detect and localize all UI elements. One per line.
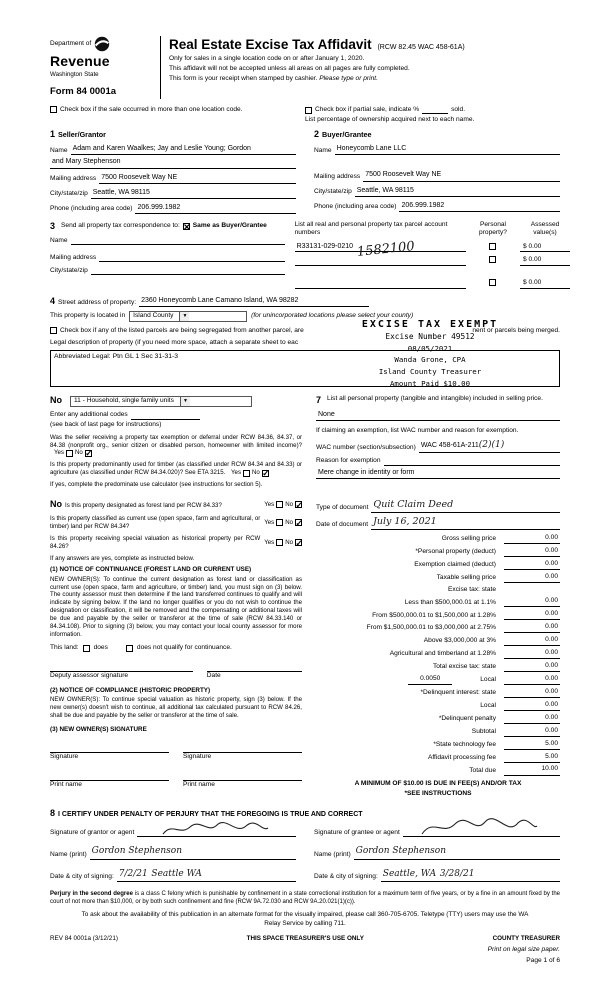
tax-line-local [316,675,560,685]
tax-line-total-state-value[interactable]: 0.00 [504,662,560,672]
new-owner-print-name-label-1: Print name [50,780,82,788]
partial-sale-percent-input[interactable] [422,106,448,114]
s6-q3-no-label: No [285,538,293,546]
grantor-date-city-field[interactable] [117,869,296,882]
q2-yes-checkbox[interactable] [243,470,250,477]
type-of-document-value: Quit Claim Deed [373,499,454,511]
grantor-city-value: Seattle WA [151,868,202,879]
buyer-city-value: Seattle, WA 98115 [356,186,414,194]
seller-name-value: Adam and Karen Waalkes; Jay and Leslie Young; Gordon [72,145,251,153]
tax-line-delinquent-interest-local-value[interactable]: 0.00 [504,701,560,711]
tax-line-total-due-value[interactable]: 10.00 [504,765,560,775]
parcel-number-1: R33131-029-0210 [296,242,354,250]
buyer-city-label: City/state/zip [314,188,352,196]
wac-number-label: WAC number (section/subsection) [316,444,416,452]
tax-line-delinquent-penalty-label: *Delinquent penalty [438,715,496,723]
tax-line-tier1 [316,597,560,607]
correspondence-name-field[interactable] [71,236,285,245]
treasurer-use-only-label: THIS SPACE TREASURER'S USE ONLY [246,934,364,942]
q1-yes-label: Yes [54,449,64,457]
parcel-row-2 [295,256,570,266]
tax-line-subtotal [316,727,560,737]
multi-location-checkbox[interactable] [50,106,57,113]
type-of-document-field[interactable] [371,499,560,513]
tax-line-excise-state-header [316,586,560,595]
q2-no-label: No [252,469,260,477]
tax-line-local-value[interactable]: 0.00 [504,675,560,685]
buyer-name-label: Name [314,146,332,154]
buyer-name-field[interactable] [335,144,560,155]
section-2-number: 2 [314,128,320,139]
same-as-buyer-checkbox[interactable] [183,223,190,230]
header [50,36,560,99]
notice-continuance-body: NEW OWNER(S): To continue the current designation as forest land or classification as current use (open space, farm and agriculture, or timber) land, you must sign on (3) below. The county assessor must then determine if the land transferred continues to qualify and will indicate by signing below. If the land no longer qualifies or you do not wish to continue the designation or classification, it will be removed and the compensating or additional taxes will be due and payable by the seller or transferor at the time of sale (RCW 84.33.140 or 84.34.108). Prior to signing (3) below, you may contact your local county assessor for more information. [50,575,302,639]
assessed-value-field-2[interactable] [520,256,570,266]
reason-exemption-value: Mere change in identity or form [318,468,415,476]
perjury-rest: is a class C felony which is punishable by confinement in a state correctional institution for a maximum term of five years, or by a fine in an amount fixed by the court of not more than $10,000, or by both such confinement and fine (RCW 9A.72.030 and RCW 9A.20.021(1)(c)). [50,890,560,905]
legal-description-label: Legal description of property (if you need more space, attach a separate sheet to eac [50,338,299,346]
seller-name-label: Name [50,146,68,154]
buyer-phone-value: 206.999.1982 [401,201,445,209]
q1-yes-checkbox[interactable] [66,450,73,457]
tax-line-tier3 [316,623,560,633]
section-7 [316,395,560,489]
parcel-row-1 [295,242,570,253]
tax-line-tech-fee-label: *State technology fee [433,741,496,749]
new-owner-print-name-field-2[interactable] [183,771,302,781]
land-use-select[interactable] [70,396,252,407]
tax-line-gross [316,534,560,544]
abbreviated-legal-text: Abbreviated Legal: Ptn GL 1 Sec 31-31-3 [54,353,179,361]
tax-line-tier1-label: Less than $500,000.01 at 1.1% [404,598,496,606]
treasurer-stamp [332,318,528,389]
buyer-phone-field[interactable] [399,201,560,212]
section-5-number: No [50,395,62,406]
section-7-number: 7 [316,395,322,406]
buyer-mailing-value: 7500 Roosevelt Way NE [365,171,442,179]
tax-line-agricultural-value[interactable]: 0.00 [504,649,560,659]
s6-q2-yes-checkbox[interactable] [276,519,283,526]
tax-line-tech-fee [316,740,560,750]
section-3 [50,221,560,289]
personal-property-header: Personal property? [479,220,507,237]
seller-name-field[interactable] [71,144,296,155]
s6-q3-no-checkbox[interactable] [295,539,302,546]
q2-yes-label: Yes [231,469,241,477]
tax-line-delinquent-interest-state-value[interactable]: 0.00 [504,688,560,698]
section-8-number: 8 [50,807,56,818]
revenue-logo-icon [94,36,110,52]
grantor-name-print-field[interactable] [90,846,296,859]
local-rate-field[interactable]: 0.0050 [408,675,452,685]
grantee-date-city-label: Date & city of signing: [314,873,378,881]
section-4-number: 4 [50,295,56,306]
tax-computation-panel [316,499,560,799]
seller-name-field-2[interactable] [50,157,296,168]
title-block [160,36,560,99]
new-owner-signature-field-2[interactable] [183,743,302,753]
section-1-number: 1 [50,128,56,139]
tax-line-tier1-value[interactable]: 0.00 [504,597,560,607]
s6-q2-answer-group [264,515,302,531]
seller-mailing-value: 7500 Roosevelt Way NE [101,173,178,181]
grantor-date-value: 7/2/21 [118,868,148,879]
partial-sale-label: Check box if partial sale, indicate % [315,105,420,113]
tax-line-delinquent-penalty-value[interactable]: 0.00 [504,714,560,724]
s6-q2-yes-label: Yes [264,518,275,526]
new-owner-signature-label-1: Signature [50,753,79,761]
historic-property-question: Is this property receiving special valuation as historical property per RCW 84.26? [50,534,261,550]
seller-mailing-label: Mailing address [50,175,97,183]
grantor-signature-label: Signature of grantor or agent [50,828,135,836]
wac-number-value: WAC 458-61A-211 [420,441,479,449]
header-note-2: This affidavit will not be accepted unless all areas on all pages are fully completed. [169,65,410,73]
tax-line-tier2-value[interactable]: 0.00 [504,610,560,620]
certify-statement: I CERTIFY UNDER PENALTY OF PERJURY THAT THE FOREGOING IS TRUE AND CORRECT [58,810,363,818]
county-select[interactable] [129,311,247,322]
tax-line-tier3-label: From $1,500,000.01 to $3,000,000 at 2.75% [366,624,496,632]
tax-line-total-state [316,662,560,672]
grantee-date-city-field[interactable] [381,869,560,882]
reason-exemption-field-2[interactable] [316,468,560,479]
assessed-value-field-1[interactable] [520,243,570,253]
timber-question: Is this property predominantly used for timber (as classified under RCW 84.34 and 84.33) or agriculture (as classified under RCW 84.34.020)? See ETA 3215. [50,461,302,477]
tax-line-agricultural [316,649,560,659]
tax-line-tier4 [316,636,560,646]
segregated-label-b: nent or parcels being merged. [472,327,560,335]
grantor-name-print-value: Gordon Stephenson [91,846,183,857]
land-does-not-label: does not qualify for continuance. [136,643,232,651]
seller-phone-label: Phone (including area code) [50,205,133,213]
stamp-exempt-line: EXCISE TAX EXEMPT [361,318,499,330]
segregated-label-a: Check box if any of the listed parcels are being segregated from another parcel, are [60,327,304,335]
segregated-checkbox[interactable] [50,327,57,334]
s6-q3-yes-checkbox[interactable] [276,539,283,546]
multi-location-label: Check box if the sale occurred in more than one location code. [60,105,243,113]
tax-line-personal-deduct-value[interactable]: 0.00 [504,547,560,557]
seller-city-field[interactable] [91,188,296,199]
tax-line-personal-deduct [316,547,560,557]
notice-compliance-title: (2) NOTICE OF COMPLIANCE (HISTORIC PROPERTY) [50,687,211,695]
deputy-assessor-signature-label: Deputy assessor signature [50,671,129,679]
tax-line-delinquent-penalty [316,714,560,724]
tax-line-tier2-label: From $500,000.01 to $1,500,000 at 1.28% [372,611,496,619]
footer-row [50,935,560,943]
tax-line-exemption-deduct-value[interactable]: 0.00 [504,560,560,570]
parcel-number-field-3[interactable] [295,280,466,289]
additional-codes-label: Enter any additional codes [50,411,128,419]
section-5 [50,395,302,489]
stamp-treasurer-name: Wanda Grone, CPA [394,355,466,365]
personal-property-checkbox-2[interactable] [489,256,496,263]
date-of-document-value: July 16, 2021 [373,515,437,527]
s6-q3-answer-group [264,535,302,551]
land-use-select-value: 11 - Household, single family units [74,396,174,404]
handwritten-parcel-number: 1582100 [355,238,416,260]
section-2-buyer [314,129,560,214]
partial-sale-checkbox[interactable] [305,107,312,114]
form-number: Form 84 0001a [50,86,117,98]
section-8 [50,808,560,882]
seller-mailing-field[interactable] [99,173,296,184]
new-owner-signature-label-2: Signature [183,753,212,761]
tax-line-excise-state-label: Excise tax: state [447,585,496,593]
legal-size-note: Print on legal size paper. [487,945,560,953]
codes-note: (see back of last page for instructions) [50,421,162,429]
tax-line-total-due [316,765,560,775]
header-note-3: This form is your receipt when stamped by cashier. [169,75,318,83]
tax-line-personal-deduct-label: *Personal property (deduct) [415,548,496,556]
same-as-buyer-label: Same as Buyer/Grantee [192,222,267,230]
notice-compliance-body: NEW OWNER(S): To continue special valuation as historic property, sign (3) below. If the new owner(s) doesn't wish to continue, all additional tax calculated pursuant to RCW 84.26, shall be due and payable by the seller or transferor at the time of sale. [50,696,302,720]
street-address-label: Street address of property: [58,298,137,306]
grantee-signature-image [419,816,539,838]
located-in-label: This property is located in [50,312,126,320]
tax-line-gross-label: Gross selling price [441,535,496,543]
county-select-value: Island County [133,312,174,320]
section-3-label: Send all property tax correspondence to: [61,222,180,230]
page-title: Real Estate Excise Tax Affidavit [169,37,372,52]
washington-state-label: Washington State [50,71,99,79]
s6-q2-no-label: No [285,518,293,526]
tax-line-processing-fee [316,753,560,763]
tax-line-tier3-value[interactable]: 0.00 [504,623,560,633]
tax-line-exemption-deduct [316,560,560,570]
wac-number-field[interactable] [419,440,560,453]
correspondence-city-field[interactable] [91,266,285,275]
if-yes-instruction: If any answers are yes, complete as instructed below. [50,554,195,562]
dept-of-label: Department of [50,39,92,47]
correspondence-name-label: Name [50,236,68,244]
buyer-phone-label: Phone (including area code) [314,203,397,211]
tax-line-tier4-label: Above $3,000,000 at 3% [423,637,496,645]
seller-phone-value: 206.999.1982 [137,203,181,211]
seller-phone-field[interactable] [135,203,296,214]
s6-q1-no-label: No [285,501,293,508]
alternate-format-note: To ask about the availability of this publication in an alternate format for the visually impaired, please call 360-705-6705. Teletype (TTY) users may use the WA Relay Service by calling 711. [81,911,529,927]
street-address-field[interactable] [139,296,369,307]
this-land-label: This land: [50,643,79,651]
s6-q2-no-checkbox[interactable] [295,519,302,526]
minimum-due-note: A MINIMUM OF $10.00 IS DUE IN FEE(S) AND/OR TAX [354,779,522,787]
land-does-not-checkbox[interactable] [126,645,133,652]
assessed-values-header: Assessed value(s) [530,220,560,237]
stamp-excise-number: Excise Number 49512 [385,331,475,341]
seller-city-value: Seattle, WA 98115 [92,188,150,196]
date-of-document-label: Date of document [316,521,369,529]
reason-exemption-label: Reason for exemption [316,457,381,465]
s6-q3-yes-label: Yes [264,538,275,546]
grantee-date-value: 3/28/21 [439,868,475,879]
grantor-date-city-label: Date & city of signing: [50,873,114,881]
grantee-name-print-value: Gordon Stephenson [355,846,447,857]
buyer-name-value: Honeycomb Lane LLC [336,145,407,153]
reason-exemption-field[interactable] [384,457,560,466]
tax-line-excise-state-value [504,586,560,595]
s6-q1-no-checkbox[interactable] [295,501,302,508]
assessed-value-1: $ 0.00 [522,242,542,250]
tax-line-agricultural-label: Agricultural and timberland at 1.28% [389,650,496,658]
header-note-3-italic: Please type or print. [319,75,378,83]
buyer-mailing-label: Mailing address [314,172,361,180]
tax-line-tech-fee-value[interactable]: 5.00 [504,740,560,750]
section-1-seller [50,129,296,214]
chevron-down-icon: ▼ [179,312,189,321]
tax-line-total-state-label: Total excise tax: state [432,663,496,671]
s6-q1-yes-checkbox[interactable] [276,501,283,508]
exemption-deferral-question: Was the seller receiving a property tax exemption or deferral under RCW 84.36, 84.37, or 84.38 (nonprofit org., senior citizen or disabled person, homeowner with limited income)? [50,433,302,449]
date-of-document-field[interactable] [371,516,560,530]
buyer-city-field[interactable] [355,186,560,197]
section-6 [50,499,302,799]
rev-number: REV 84 0001a (3/12/21) [50,934,118,942]
personal-property-value: None [318,411,335,419]
page-indicator: Page 1 of 6 [526,957,560,965]
new-owner-print-name-field-1[interactable] [50,771,169,781]
parcel-numbers-header: List all real and personal property tax parcel account numbers [294,220,448,237]
seller-city-label: City/state/zip [50,190,88,198]
grantor-signature-image [160,820,270,838]
print-note-block [488,946,560,966]
tax-line-delinquent-interest-local-label: Local [480,702,496,710]
revenue-wordmark: Revenue [50,53,110,69]
tax-line-gross-value[interactable]: 0.00 [504,534,560,544]
perjury-bold: Perjury in the second degree [50,890,133,897]
exemption-wac-note: If claiming an exemption, list WAC number and reason for exemption. [316,427,519,435]
perjury-statement [50,891,560,907]
q1-no-checkbox[interactable] [85,450,92,457]
new-owner-signature-field-1[interactable] [50,743,169,753]
section-4 [50,296,560,388]
tax-line-subtotal-label: Subtotal [471,728,496,736]
buyer-heading: Buyer/Grantee [322,129,372,139]
tax-line-taxable-label: Taxable selling price [436,574,496,582]
county-treasurer-label: COUNTY TREASURER [492,934,560,942]
deputy-assessor-date-field[interactable] [207,662,302,672]
tax-line-tier4-value[interactable]: 0.00 [504,636,560,646]
agency-block [50,36,160,99]
grantee-signature-label: Signature of grantee or agent [314,828,400,836]
seller-heading: Seller/Grantor [58,129,106,139]
tax-line-local-label: Local [480,676,496,684]
grantee-name-print-label: Name (print) [314,850,351,858]
personal-property-field[interactable] [316,419,560,421]
deputy-assessor-signature-field[interactable] [50,662,193,672]
partial-sale-sold-label: sold. [451,105,466,113]
tax-line-delinquent-interest-local [316,701,560,711]
tax-line-delinquent-interest-state [316,688,560,698]
parcel-row-3 [295,279,570,289]
tax-line-processing-fee-label: Affidavit processing fee [427,754,496,762]
assessed-value-field-3[interactable] [520,279,570,289]
grantor-name-print-label: Name (print) [50,850,87,858]
s6-q1-answer-group [264,499,302,511]
tax-line-delinquent-interest-state-label: *Delinquent interest: state [420,689,496,697]
see-instructions-note: *SEE INSTRUCTIONS [404,790,472,798]
header-note-1: Only for sales in a single location code on or after January 1, 2020. [169,55,365,63]
tax-line-subtotal-value[interactable]: 0.00 [504,727,560,737]
stamp-treasurer-title: Island County Treasurer [378,366,482,376]
land-does-label: does [93,643,108,651]
section-6-number: No [50,499,62,510]
tax-line-taxable [316,573,560,583]
correspondence-mailing-label: Mailing address [50,253,97,261]
q2-answer-group [231,469,269,477]
stamp-amount-paid: Amount Paid $10.00 [389,378,471,388]
stamp-date: 08/05/2021 [407,343,453,353]
assessed-value-3: $ 0.00 [522,278,542,286]
title-rcw-ref: (RCW 82.45 WAC 458-61A) [377,44,465,51]
assessed-value-2: $ 0.00 [522,256,542,264]
q1-answer-group [54,449,92,457]
new-owner-print-name-label-2: Print name [183,780,215,788]
deputy-assessor-date-label: Date [206,671,221,679]
buyer-mailing-field[interactable] [363,170,560,181]
personal-property-checkbox-3[interactable] [489,279,496,286]
parcel-table-header [295,221,570,238]
tax-line-total-due-label: Total due [469,766,496,774]
tax-line-taxable-value[interactable]: 0.00 [504,573,560,583]
correspondence-mailing-field[interactable] [99,253,284,262]
additional-codes-field[interactable] [131,411,200,420]
personal-property-checkbox-1[interactable] [489,243,496,250]
grantee-city-value: Seattle, WA [382,868,437,879]
type-of-document-label: Type of document [316,504,369,512]
chevron-down-icon: ▼ [180,397,190,406]
tax-line-processing-fee-value[interactable]: 5.00 [504,753,560,763]
wac-handwritten-subsection: (2)(1) [478,439,505,450]
predominate-use-note: If yes, complete the predominate use calculator (see instructions for section 5). [50,481,263,489]
personal-property-list-label: List all personal property (tangible and intangible) included in selling price. [327,395,543,403]
street-address-value: 2360 Honeycomb Lane Camano Island, WA 98282 [141,297,299,305]
forest-land-question: Is this property designated as forest land per RCW 84.33? [65,502,222,510]
new-owner-signature-title: (3) NEW OWNER(S) SIGNATURE [50,726,147,734]
ownership-percent-note: List percentage of ownership acquired next to each name. [305,116,475,124]
top-check-row [50,106,560,125]
section-3-number: 3 [50,220,56,231]
tax-line-tier2 [316,610,560,620]
land-does-checkbox[interactable] [83,645,90,652]
located-in-note: (for unincorporated locations please select your county) [251,312,414,320]
current-use-question: Is this property classified as current use (open space, farm and agricultural, or timber) land per RCW 84.34? [50,514,261,530]
tax-line-exemption-deduct-label: Exemption claimed (deduct) [414,561,496,569]
s6-q1-yes-label: Yes [264,501,275,508]
seller-name-value-2: and Mary Stephenson [52,158,121,166]
q2-no-checkbox[interactable] [262,470,269,477]
grantee-name-print-field[interactable] [354,846,560,859]
q1-no-label: No [74,449,83,457]
correspondence-city-label: City/state/zip [50,266,88,274]
notice-continuance-title: (1) NOTICE OF CONTINUANCE (FOREST LAND OR CURRENT USE) [50,566,252,574]
